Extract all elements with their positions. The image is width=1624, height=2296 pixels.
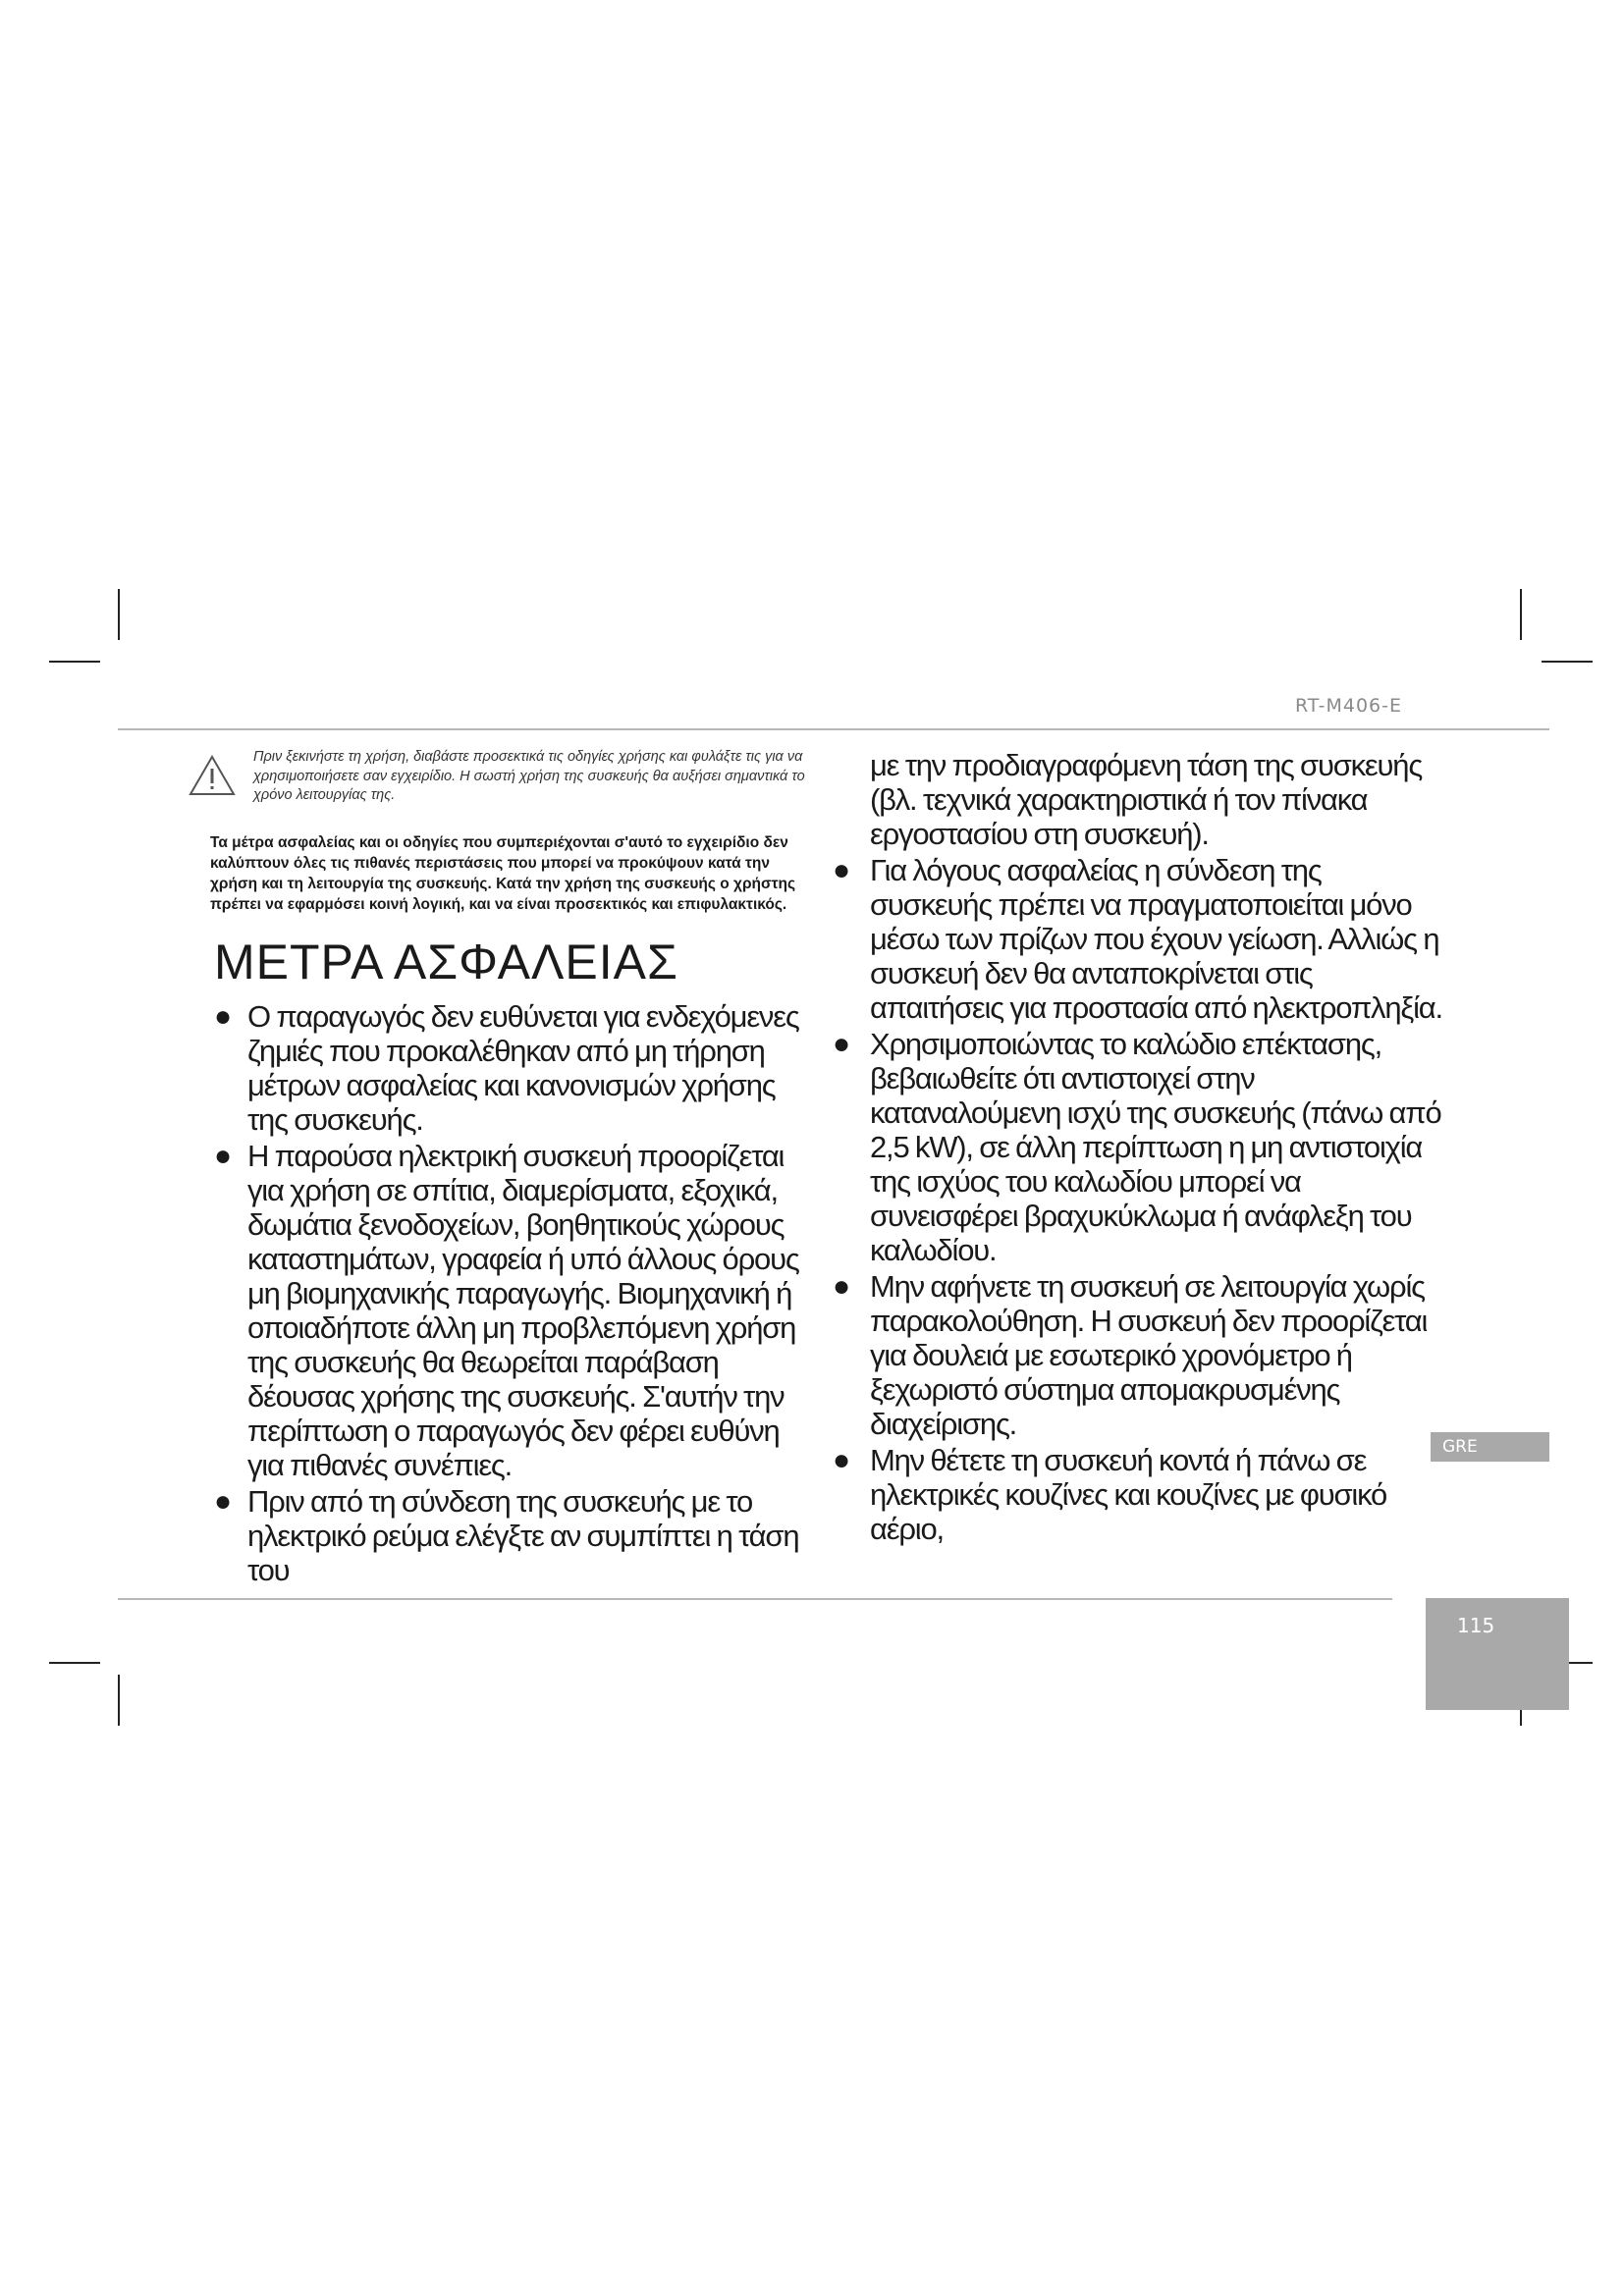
crop-mark [49, 1662, 100, 1664]
list-item-text: Ο παραγωγός δεν ευθύνεται για ενδεχόμενες ζημιές που προκαλέθηκαν από μη τήρηση μέτρων ασφαλείας και κανονισμών χρήσης της συσκευής. [247, 999, 799, 1137]
page-number-tab [1426, 1598, 1569, 1710]
list-item [825, 853, 1445, 1025]
list-item [187, 1139, 815, 1482]
page-number: 115 [1457, 1614, 1495, 1637]
bullet-icon: ● [833, 1444, 851, 1476]
list-item-text: Χρησιμοποιώντας το καλώδιο επέκτασης, βεβαιωθείτε ότι αντιστοιχεί στην καταναλούμενη ισχύ της συσκευής (πάνω από 2,5 kW), σε άλλη περίπτωση η μη αντιστοιχία της ισχύος του καλωδίου μπορεί να συνεισφέρει βραχυκύκλωμα ή ανάφλεξη του καλωδίου. [870, 1027, 1441, 1267]
bullet-icon: ● [833, 1270, 851, 1303]
bullet-icon: ● [214, 1485, 233, 1518]
warning-notice [187, 748, 815, 827]
language-label: GRE [1442, 1437, 1478, 1457]
list-item [825, 1269, 1445, 1441]
list-item-text: Μην θέτετε τη συσκευή κοντά ή πάνω σε ηλεκτρικές κουζίνες και κουζίνες με φυσικό αέριο, [870, 1443, 1387, 1546]
header-rule [118, 728, 1549, 730]
crop-mark [49, 661, 100, 663]
section-title: ΜΕΤΡΑ ΑΣΦΑΛΕΙΑΣ [214, 934, 678, 989]
intro-paragraph: Τα μέτρα ασφαλείας και οι οδηγίες που συμπεριέχονται σ'αυτό το εγχειρίδιο δεν καλύπτουν όλες τις πιθανές περιστάσεις που μπορεί να προκύψουν κατά την χρήση και τη λειτουργία της συσκευής. Κατά την χρήση της συσκευής ο χρήστης πρέπει να εφαρμόσει κοινή λογική, και να είναι προσεκτικός και επιφυλακτικός. [210, 834, 796, 913]
footer-rule [118, 1598, 1392, 1600]
crop-mark [118, 1675, 120, 1726]
model-code: RT-M406-E [1294, 695, 1402, 717]
continued-text: με την προδιαγραφόμενη τάση της συσκευής (βλ. τεχνικά χαρακτηριστικά ή τον πίνακα εργοστασίου στη συσκευή). [870, 748, 1423, 851]
list-item-text: Πριν από τη σύνδεση της συσκευής με το ηλεκτρικό ρεύμα ελέγξτε αν συμπίπτει η τάση του [247, 1484, 799, 1587]
warning-triangle-icon [189, 754, 236, 797]
list-item-text: Μην αφήνετε τη συσκευή σε λειτουργία χωρίς παρακολούθηση. Η συσκευή δεν προορίζεται για δουλειά με εσωτερικό χρονόμετρο ή ξεχωριστό σύστημα απομακρυσμένης διαχείρισης. [870, 1269, 1428, 1441]
bullet-icon: ● [214, 1140, 233, 1172]
crop-mark [118, 589, 120, 640]
right-column [825, 748, 1445, 1548]
list-item-text: Η παρούσα ηλεκτρική συσκευή προορίζεται για χρήση σε σπίτια, διαμερίσματα, εξοχικά, δωμάτια ξενοδοχείων, βοηθητικούς χώρους καταστημάτων, γραφεία ή υπό άλλους όρους μη βιομηχανικής παραγωγής. Βιομηχανική ή οποιαδήποτε άλλη μη προβλεπόμενη χρήση της συσκευής θα θεωρείται παράβαση δέουσας χρήσης της συσκευής. Σ'αυτήν την περίπτωση ο παραγωγός δεν φέρει ευθύνη για πιθανές συνέπιες. [247, 1139, 799, 1482]
crop-mark [1520, 589, 1522, 640]
left-column [187, 748, 815, 1589]
list-item [187, 1484, 815, 1587]
bullet-icon: ● [833, 1028, 851, 1060]
list-item [187, 999, 815, 1137]
list-item-text: Για λόγους ασφαλείας η σύνδεση της συσκευής πρέπει να πραγματοποιείται μόνο μέσω των πρίζων που έχουν γείωση. Αλλιώς η συσκευή δεν θα ανταποκρίνεται στις απαιτήσεις για προστασία από ηλεκτροπληξία. [870, 853, 1442, 1025]
right-bullet-list [825, 853, 1445, 1546]
list-item [825, 1027, 1445, 1267]
crop-mark [1542, 661, 1593, 663]
warning-text: Πριν ξεκινήστε τη χρήση, διαβάστε προσεκτικά τις οδηγίες χρήσης και φυλάξτε τις για να χρησιμοποιήσετε σαν εγχειρίδιο. Η σωστή χρήση της συσκευής θα αυξήσει σημαντικά το χρόνο λειτουργίας της. [253, 749, 805, 803]
bullet-icon: ● [214, 1000, 233, 1033]
language-tab [1431, 1432, 1549, 1462]
bullet-icon: ● [833, 854, 851, 886]
left-bullet-list [187, 999, 815, 1587]
list-item [825, 1443, 1445, 1546]
